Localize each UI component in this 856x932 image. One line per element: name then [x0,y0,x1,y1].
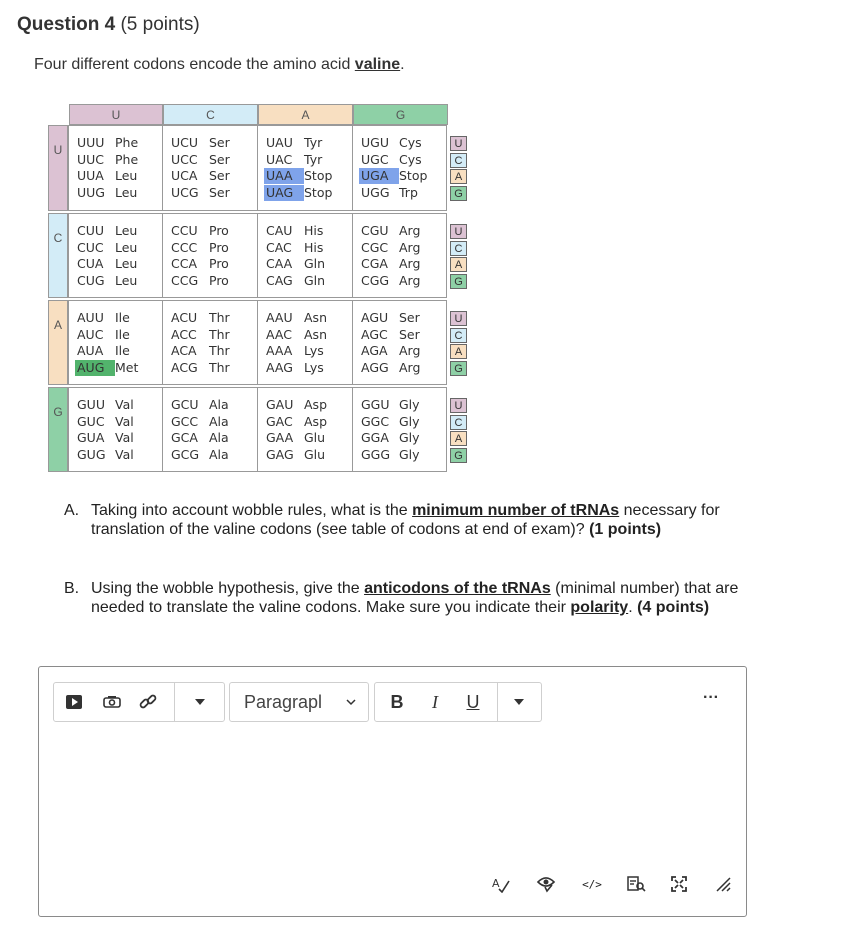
amino-acid: Tyr [304,135,323,150]
codon: AAA [266,343,293,358]
amino-acid: Ala [209,413,229,429]
codon-cell [169,343,230,359]
codon: AUU [77,310,104,325]
codon-cell [169,256,229,272]
column-divider [162,300,163,385]
codon-cell [169,273,229,289]
second-position-header-c: C [163,104,258,125]
italic-button[interactable]: I [432,691,438,712]
codon-cell [75,343,130,359]
amino-acid: Leu [115,223,138,238]
prompt-end: . [400,56,405,73]
codon-cell [264,240,323,256]
codon: ACG [171,359,198,375]
codon: GUG [77,446,106,462]
codon-cell [359,430,420,446]
codon-cell [359,223,420,239]
codon: CAU [266,223,293,238]
codon-cell [75,256,137,272]
codon: GGG [361,446,391,462]
amino-acid: Ala [209,397,229,412]
first-position-letter: G [53,404,63,419]
codon: UUG [77,184,105,200]
codon: CUU [77,223,105,238]
codon-cell [264,414,327,430]
amino-acid: Thr [209,310,230,325]
insert-stuff-icon[interactable] [98,683,126,721]
codon-cell [264,447,325,463]
amino-acid: Asn [304,310,327,325]
codon-cell [75,273,137,289]
first-position-label-g [48,387,68,472]
amino-acid: Val [115,413,134,429]
codon-cell [359,135,422,151]
amino-acid: Arg [399,272,421,288]
column-divider [162,213,163,298]
column-divider [162,387,163,472]
svg-text:A: A [492,877,500,890]
codon: ACA [171,343,197,358]
part-b-text-3: . [628,599,638,616]
codon: UGA [359,168,399,184]
first-position-letter: U [53,143,63,157]
first-position-letter: A [53,317,62,332]
third-position-label-a: A [450,257,467,272]
amino-acid: Asp [304,413,327,429]
amino-acid: Gln [304,272,326,288]
answer-editor[interactable] [38,666,747,917]
amino-acid: Ser [399,310,420,325]
second-position-header-g: G [353,104,448,125]
amino-acid: Pro [209,272,229,288]
question-number: Question 4 [17,14,116,35]
codon-table [48,104,472,472]
source-code-icon[interactable]: </> [582,877,602,891]
insert-more-dropdown-icon[interactable] [182,683,218,721]
amino-acid: Phe [115,135,139,150]
codon-cell [169,168,230,184]
codon-cell [169,185,230,201]
codon-cell [169,327,230,343]
codon: AGG [361,359,389,375]
first-position-label-a [48,300,68,385]
amino-acid: Ala [209,446,229,462]
codon-cell [264,430,325,446]
fullscreen-icon[interactable] [667,872,691,896]
codon: CGC [361,239,389,255]
column-divider [257,387,258,472]
codon-cell [359,240,420,256]
third-position-label-c: C [450,328,467,343]
amino-acid: Ser [209,168,230,183]
prompt-keyword: valine [354,56,401,73]
paragraph-select[interactable] [229,682,369,722]
part-b [64,579,784,617]
codon: AUA [77,343,104,358]
question-title [17,14,200,36]
amino-acid: Pro [209,239,229,255]
codon-cell [75,240,137,256]
codon: UUA [77,168,104,183]
codon: GAU [266,397,294,412]
part-b-text: Using the wobble hypothesis, give the [91,580,365,597]
codon: UGC [361,151,389,167]
amino-acid: Leu [115,256,138,271]
codon-cell [359,152,422,168]
codon: CUC [77,239,104,255]
amino-acid: Arg [399,239,421,255]
codon-cell [264,256,325,272]
amino-acid: Arg [399,223,421,238]
amino-acid: Lys [304,359,324,375]
part-a-label: A. [64,502,80,519]
paragraph-select-label: Paragrapl [244,691,323,712]
amino-acid: Stop [304,184,333,200]
codon-cell [75,447,134,463]
codon: GCG [171,446,200,462]
codon: AUC [77,326,104,342]
bold-button[interactable]: B [390,691,404,712]
codon-cell [264,168,332,184]
third-position-label-u: U [450,136,467,151]
amino-acid: Gly [399,430,420,445]
codon: CAG [266,272,293,288]
codon-cell [359,397,420,413]
amino-acid: Thr [209,359,230,375]
codon: CCU [171,223,198,238]
codon: GUC [77,413,105,429]
codon-cell [169,310,230,326]
second-position-header-u: U [69,104,163,125]
amino-acid: Ile [115,310,130,325]
amino-acid: Leu [115,272,138,288]
first-position-label-u [48,125,68,211]
codon-cell [75,360,138,376]
codon-cell [264,273,325,289]
amino-acid: Met [115,359,139,375]
codon: UGU [361,135,389,150]
codon: AAU [266,310,293,325]
amino-acid: His [304,239,324,255]
amino-acid: Leu [115,239,138,255]
column-divider [257,213,258,298]
second-position-header-a: A [258,104,353,125]
amino-acid: Glu [304,446,326,462]
amino-acid: Val [115,397,134,412]
column-divider [257,300,258,385]
insert-media-icon[interactable] [60,683,88,721]
third-position-label-g: G [450,274,467,289]
part-b-polarity: polarity [570,599,629,616]
third-position-label-u: U [450,311,467,326]
amino-acid: Gly [399,397,420,412]
part-a-underlined: minimum number of tRNAs [412,502,620,519]
amino-acid: Ala [209,430,229,445]
codon: GAA [266,430,294,445]
codon: GGC [361,413,390,429]
amino-acid: Arg [399,359,421,375]
codon: UAG [264,185,304,201]
codon: CCG [171,272,199,288]
amino-acid: Phe [115,151,139,167]
codon-cell [264,223,323,239]
amino-acid: Leu [115,184,138,200]
amino-acid: Ser [399,326,420,342]
codon-cell [359,273,420,289]
amino-acid: Thr [209,343,230,358]
paragraph-select-label-wrap [244,683,340,721]
amino-acid: Ser [209,151,230,167]
codon: GCA [171,430,198,445]
chevron-down-icon [340,683,362,721]
codon: GCC [171,413,199,429]
part-a-text-2: necessary for translation of the valine codons (see table of codons at end of exam)? [91,502,720,538]
codon-cell [75,414,134,430]
column-divider [352,387,353,472]
codon-cell [264,343,324,359]
amino-acid: Ser [209,135,230,150]
third-position-label-g: G [450,361,467,376]
codon: AAG [266,359,293,375]
codon: UUU [77,135,105,150]
amino-acid: Thr [209,326,230,342]
third-position-label-g: G [450,186,467,201]
first-position-letter: C [53,230,63,245]
codon: GGU [361,397,390,412]
insert-link-icon[interactable] [134,683,162,721]
amino-acid: Arg [399,343,421,358]
codon-cell [264,327,327,343]
amino-acid: Ser [209,184,230,200]
codon-cell [169,397,229,413]
codon: CAA [266,256,293,271]
third-position-label-c: C [450,153,467,168]
third-position-label-a: A [450,344,467,359]
amino-acid: Glu [304,430,326,445]
codon-cell [169,135,230,151]
part-a [64,501,784,539]
codon-cell [359,447,420,463]
amino-acid: Pro [209,223,229,238]
codon: UAA [264,168,304,184]
codon: GCU [171,397,199,412]
codon-cell [75,152,138,168]
codon-cell [75,223,137,239]
codon: CAC [266,239,292,255]
codon-cell [264,135,322,151]
codon: AGU [361,310,389,325]
codon-cell [169,414,229,430]
amino-acid: Val [115,446,134,462]
codon: GUA [77,430,105,445]
part-b-label: B. [64,580,80,597]
codon: UGG [361,184,390,200]
codon: AUG [75,360,115,376]
codon-cell [75,135,138,151]
codon: UUC [77,151,105,167]
third-position-label-c: C [450,415,467,430]
codon-cell [169,152,230,168]
codon-cell [359,343,420,359]
codon-cell [169,240,229,256]
amino-acid: Val [115,430,134,445]
codon: UCC [171,151,198,167]
codon: CGA [361,256,388,271]
codon: UCA [171,168,198,183]
codon-cell [169,223,229,239]
codon: ACC [171,326,197,342]
amino-acid: Leu [115,168,138,183]
third-position-label-c: C [450,241,467,256]
codon: GGA [361,430,389,445]
codon-cell [169,447,229,463]
codon-cell [169,360,230,376]
amino-acid: Ile [115,343,130,358]
third-position-label-a: A [450,169,467,184]
codon: CGG [361,272,390,288]
codon-cell [75,430,134,446]
column-divider [162,125,163,211]
amino-acid: His [304,223,324,238]
codon-cell [169,430,229,446]
first-position-label-c [48,213,68,298]
codon: CUA [77,256,104,271]
question-points: (5 points) [120,14,200,35]
prompt-text: Four different codons encode the amino acid [34,56,355,73]
codon: ACU [171,310,198,325]
underline-button[interactable]: U [466,691,480,712]
part-b-underlined: anticodons of the tRNAs [364,580,551,597]
amino-acid: Lys [304,343,324,358]
codon-cell [359,168,427,184]
codon-cell [75,310,130,326]
codon-cell [359,256,420,272]
amino-acid: Gly [399,446,420,462]
amino-acid: Pro [209,256,229,271]
codon-cell [264,185,332,201]
codon: GAG [266,446,294,462]
amino-acid: Cys [399,151,422,167]
codon-cell [75,168,137,184]
codon: GUU [77,397,105,412]
codon-cell [359,360,420,376]
codon-cell [359,414,420,430]
codon-cell [75,397,134,413]
amino-acid: Stop [399,168,428,183]
codon-cell [264,310,327,326]
spellcheck-icon[interactable] [489,872,513,896]
codon: CGU [361,223,389,238]
codon: AGA [361,343,388,358]
amino-acid: Trp [399,184,418,200]
question-prompt [34,56,405,74]
third-position-label-u: U [450,224,467,239]
amino-acid: Arg [399,256,421,271]
amino-acid: Cys [399,135,422,150]
accessibility-check-icon[interactable] [534,872,558,896]
codon: GAC [266,413,293,429]
codon: CUG [77,272,105,288]
codon: UAU [266,135,293,150]
part-a-points: (1 points) [589,521,662,538]
codon-cell [264,152,322,168]
codon: CCC [171,239,198,255]
third-position-label-a: A [450,431,467,446]
more-actions-button[interactable]: ··· [703,689,719,706]
amino-acid: Asn [304,326,327,342]
amino-acid: Asp [304,397,327,412]
column-divider [352,213,353,298]
column-divider [352,125,353,211]
codon: CCA [171,256,198,271]
resize-handle-icon[interactable] [711,872,735,896]
part-b-text-2: (minimal number) that are needed to translate the valine codons. Make sure you indicate their [91,580,739,616]
codon-cell [75,327,130,343]
codon: UCG [171,184,199,200]
format-more-dropdown-icon[interactable] [501,683,537,721]
codon-cell [359,327,420,343]
codon-cell [75,185,137,201]
amino-acid: Gln [304,256,326,271]
amino-acid: Ile [115,326,130,342]
codon: UAC [266,151,293,167]
third-position-label-u: U [450,398,467,413]
column-divider [352,300,353,385]
third-position-label-g: G [450,448,467,463]
codon-cell [359,185,418,201]
format-toolbar-group [374,682,542,722]
insert-toolbar-group [53,682,225,722]
part-b-points: (4 points) [637,599,710,616]
codon: AAC [266,326,292,342]
amino-acid: Stop [304,168,333,183]
codon: UCU [171,135,199,150]
part-a-text: Taking into account wobble rules, what is the [91,502,413,519]
codon-cell [264,397,327,413]
preview-icon[interactable] [624,872,648,896]
column-divider [257,125,258,211]
codon: AGC [361,326,388,342]
amino-acid: Tyr [304,151,323,167]
codon-cell [264,360,324,376]
amino-acid: Gly [399,413,420,429]
codon-cell [359,310,420,326]
